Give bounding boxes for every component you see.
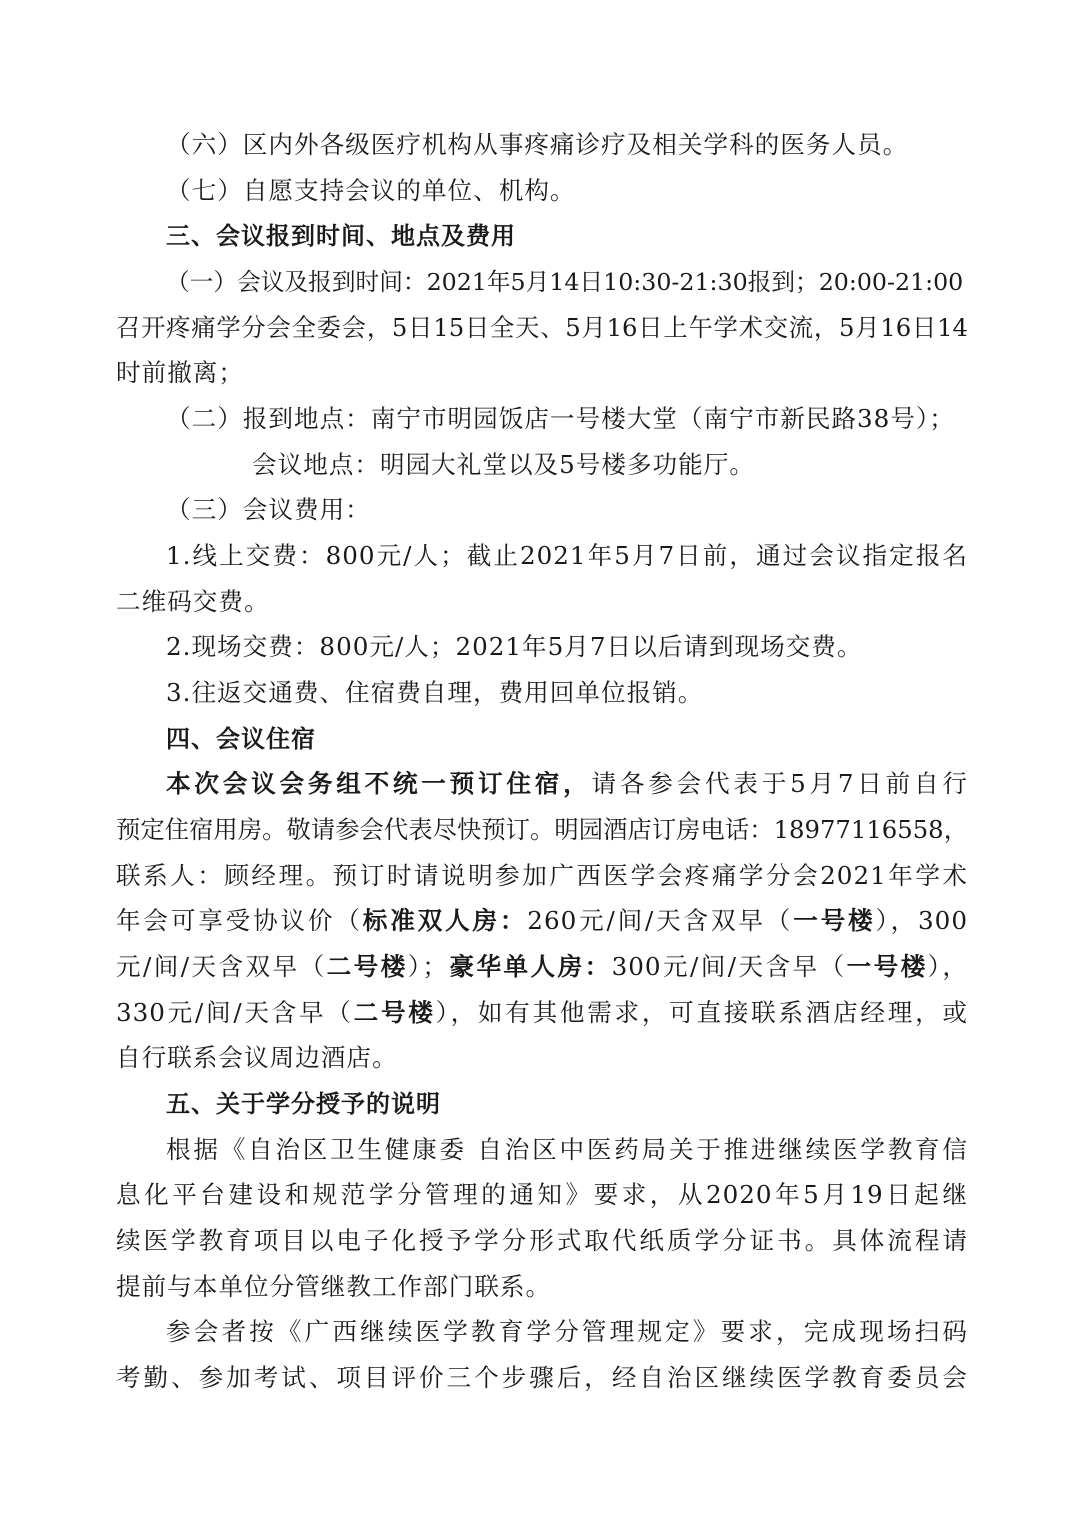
accommodation-line-6 — [116, 998, 968, 1028]
rate-continuation: ），300 — [875, 906, 968, 935]
building-two-label-2: 二号楼 — [353, 998, 436, 1027]
venue-line: 会议地点：明园大礼堂以及5号楼多功能厅。 — [252, 450, 755, 479]
credit-line-4: 提前与本单位分管继教工作部门联系。 — [116, 1272, 552, 1301]
building-two-label: 二号楼 — [326, 952, 408, 981]
accommodation-line-4 — [116, 906, 968, 936]
standard-double-rate-2: 元/间/天含双早（ — [116, 952, 327, 981]
rate-intro: 年会可享受协议价（ — [116, 906, 363, 935]
building-one-label: 一号楼 — [793, 906, 876, 935]
online-fee-line-1: 1.线上交费：800元/人；截止2021年5月7日前，通过会议指定报名 — [166, 541, 968, 570]
standard-double-label: 标准双人房： — [362, 906, 528, 935]
accommodation-notice-bold: 本次会议会务组不统一预订住宿， — [166, 769, 592, 798]
separator-2: ）， — [927, 952, 968, 981]
other-needs-text: ），如有其他需求，可直接联系酒店经理，或 — [435, 998, 968, 1027]
accommodation-notice-rest: 请各参会代表于5月7日前自行 — [591, 769, 968, 798]
accommodation-line-1 — [166, 769, 968, 799]
section-three-heading: 三、会议报到时间、地点及费用 — [166, 222, 516, 250]
item-six: （六）区内外各级医疗机构从事疼痛诊疗及相关学科的医务人员。 — [166, 130, 909, 159]
deluxe-single-rate-1: 300元/间/天含早（ — [611, 952, 847, 981]
participant-line-2: 考勤、参加考试、项目评价三个步骤后，经自治区继续医学教育委员会 — [116, 1363, 968, 1392]
time-line-1: （一）会议及报到时间：2021年5月14日10:30-21:30报到；20:00-21:00 — [166, 268, 964, 296]
time-line-2: 召开疼痛学分会全委会，5日15日全天、5月16日上午学术交流，5月16日14 — [116, 313, 968, 342]
accommodation-line-3: 联系人：顾经理。预订时请说明参加广西医学会疼痛学分会2021年学术 — [116, 861, 968, 890]
accommodation-line-7: 自行联系会议周边酒店。 — [116, 1043, 398, 1072]
participant-line-1: 参会者按《广西继续医学教育学分管理规定》要求，完成现场扫码 — [166, 1317, 968, 1346]
building-one-label-2: 一号楼 — [846, 952, 928, 981]
credit-line-3: 续医学教育项目以电子化授予学分形式取代纸质学分证书。具体流程请 — [116, 1226, 968, 1255]
credit-line-2: 息化平台建设和规范学分管理的通知》要求，从2020年5月19日起继 — [116, 1180, 968, 1209]
separator: ）； — [407, 952, 449, 981]
section-five-heading: 五、关于学分授予的说明 — [166, 1090, 441, 1118]
deluxe-single-rate-2: 330元/间/天含早（ — [116, 998, 354, 1027]
item-seven: （七）自愿支持会议的单位、机构。 — [166, 176, 576, 205]
onsite-fee-line: 2.现场交费：800元/人；2021年5月7日以后请到现场交费。 — [166, 632, 863, 661]
online-fee-line-2: 二维码交费。 — [116, 587, 270, 616]
accommodation-line-5 — [116, 952, 968, 982]
travel-fee-line: 3.往返交通费、住宿费自理，费用回单位报销。 — [166, 678, 704, 707]
credit-line-1: 根据《自治区卫生健康委 自治区中医药局关于推进继续医学教育信 — [166, 1135, 968, 1164]
section-four-heading: 四、会议住宿 — [166, 725, 316, 753]
deluxe-single-label: 豪华单人房： — [448, 952, 612, 981]
time-line-3: 时前撤离； — [116, 358, 244, 387]
standard-double-rate-1: 260元/间/天含双早（ — [527, 906, 794, 935]
fee-heading: （三）会议费用： — [166, 495, 371, 524]
accommodation-line-2: 预定住宿用房。敬请参会代表尽快预订。明园酒店订房电话：18977116558， — [116, 815, 968, 844]
location-line: （二）报到地点：南宁市明园饭店一号楼大堂（南宁市新民路38号）； — [166, 404, 955, 433]
